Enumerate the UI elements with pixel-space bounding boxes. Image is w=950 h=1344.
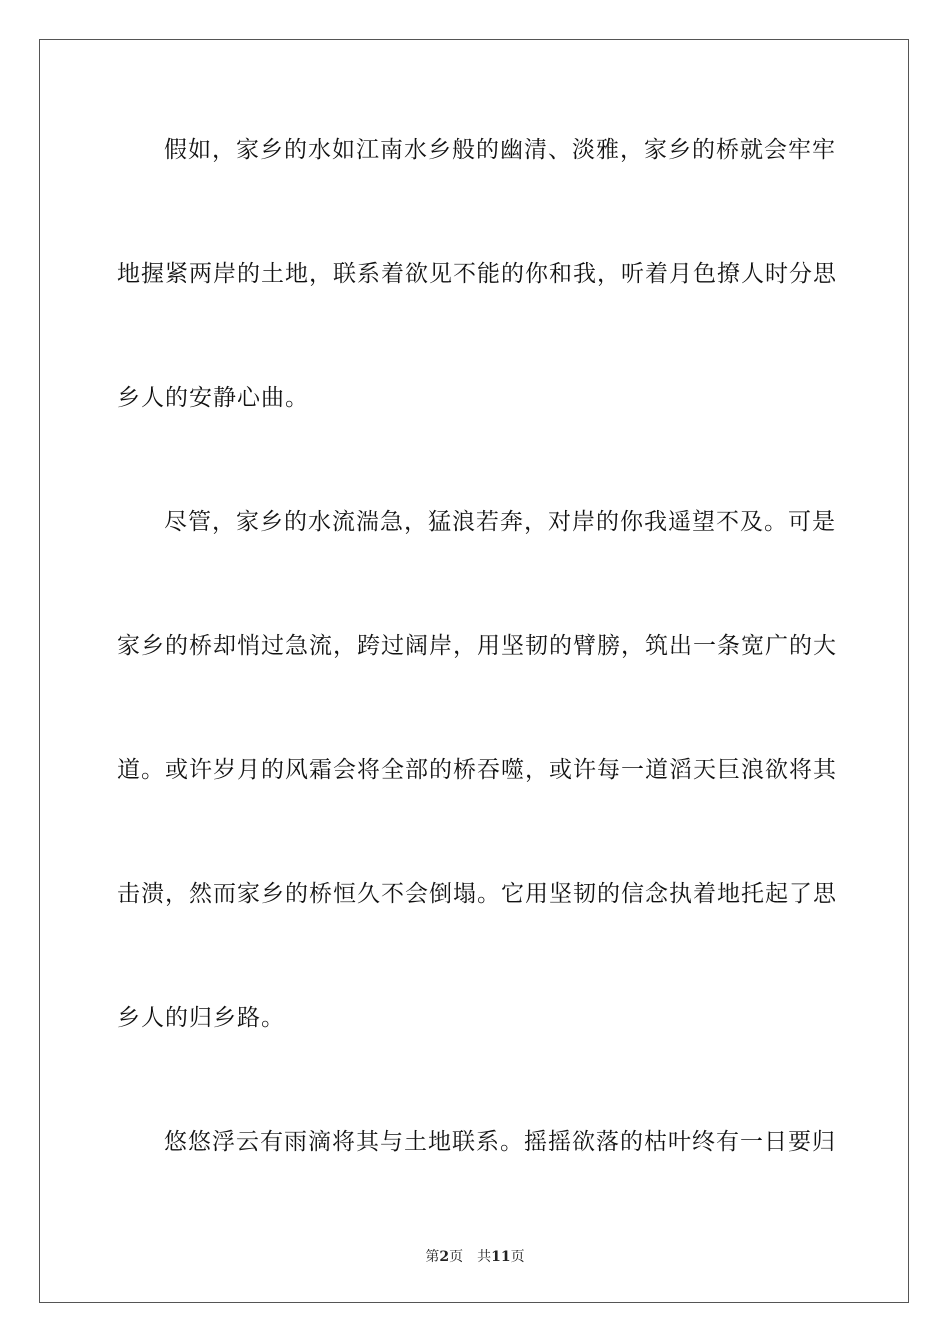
page-suffix: 页 (449, 1249, 464, 1265)
page-border (39, 39, 909, 1303)
page-footer (0, 1248, 950, 1266)
paragraph-2-line-3: 道。或许岁月的风霜会将全部的桥吞噬，或许每一道滔天巨浪欲将其 (117, 757, 837, 783)
paragraph-1-line-3: 乡人的安静心曲。 (117, 385, 309, 411)
total-pages: 11 (491, 1249, 511, 1265)
total-suffix: 页 (510, 1249, 525, 1265)
paragraph-2-line-2: 家乡的桥却悄过急流，跨过阔岸，用坚韧的臂膀，筑出一条宽广的大 (117, 633, 837, 659)
paragraph-2-line-5: 乡人的归乡路。 (117, 1005, 285, 1031)
paragraph-2-line-1: 尽管，家乡的水流湍急，猛浪若奔，对岸的你我遥望不及。可是 (164, 509, 836, 535)
page-number: 2 (439, 1249, 450, 1265)
total-prefix: 共 (477, 1249, 492, 1265)
paragraph-3-line-1: 悠悠浮云有雨滴将其与土地联系。摇摇欲落的枯叶终有一日要归 (164, 1129, 836, 1155)
paragraph-1-line-2: 地握紧两岸的土地，联系着欲见不能的你和我，听着月色撩人时分思 (117, 261, 837, 287)
page-prefix: 第 (425, 1249, 440, 1265)
paragraph-2-line-4: 击溃，然而家乡的桥恒久不会倒塌。它用坚韧的信念执着地托起了思 (117, 881, 837, 907)
paragraph-1-line-1: 假如，家乡的水如江南水乡般的幽清、淡雅，家乡的桥就会牢牢 (164, 137, 836, 163)
